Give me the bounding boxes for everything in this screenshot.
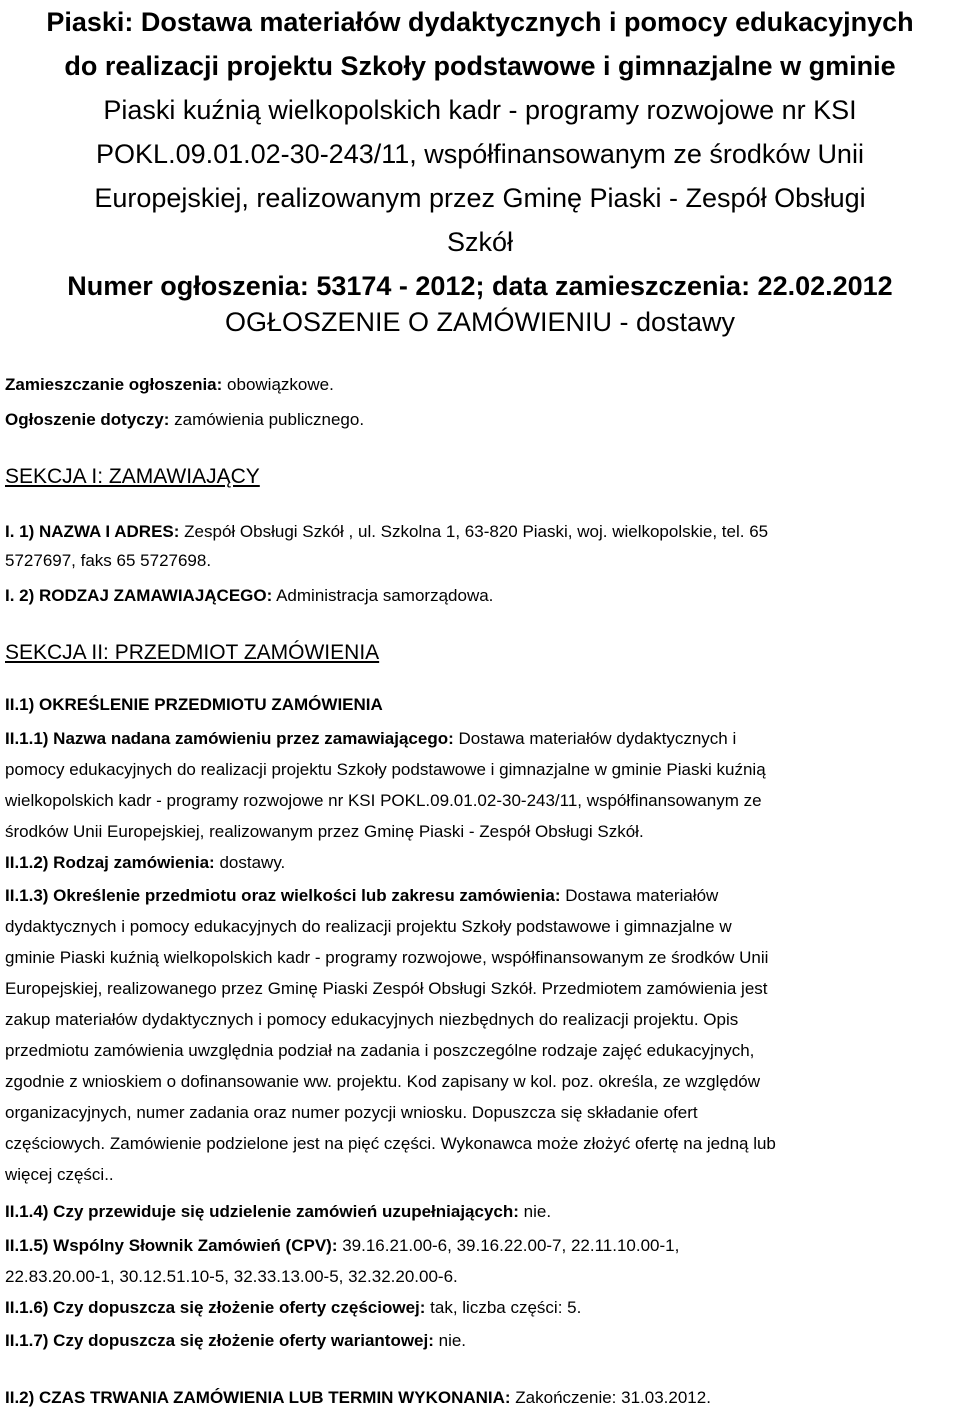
partial-offer <box>5 1293 581 1322</box>
phone-fax-line: 5727697, faks 65 5727698. <box>5 551 212 570</box>
title-line-6: Szkół <box>446 227 514 257</box>
cpv-codes <box>5 1231 679 1260</box>
authority-type-label: I. 2) RODZAJ ZAMAWIAJĄCEGO: <box>5 586 273 605</box>
title-line-2: do realizacji projektu Szkoły podstawowe i gimnazjalne w gminie <box>64 51 896 81</box>
contract-name-value-2: pomocy edukacyjnych do realizacji projektu Szkoły podstawowe i gimnazjalne w gminie Piaski kuźnią <box>5 760 766 779</box>
contract-name-value-3: wielkopolskich kadr - programy rozwojowe nr KSI POKL.09.01.02-30-243/11, współfinansowanym ze <box>5 791 762 810</box>
title-line-3: Piaski kuźnią wielkopolskich kadr - programy rozwojowe nr KSI <box>103 95 857 125</box>
name-address-value: Zespół Obsługi Szkół , ul. Szkolna 1, 63-820 Piaski, woj. wielkopolskie, tel. 65 <box>184 522 769 541</box>
contract-name-label: II.1.1) Nazwa nadana zamówieniu przez zamawiającego: <box>5 729 454 748</box>
contract-scope-value-6: przedmiotu zamówienia uwzględnia podział na zadania i poszczególne rodzaje zajęć edukacyjnych, <box>5 1041 755 1060</box>
supplementary-orders-value: nie. <box>523 1202 552 1221</box>
contract-scope <box>5 881 718 910</box>
section-1-heading: SEKCJA I: ZAMAWIAJĄCY <box>5 465 260 488</box>
contract-name <box>5 724 736 753</box>
authority-type <box>5 581 493 610</box>
contract-scope-value-5: zakup materiałów dydaktycznych i pomocy edukacyjnych niezbędnych do realizacji projektu. Opis <box>5 1010 739 1029</box>
contract-scope-value-4: Europejskiej, realizowanego przez Gminę Piaski Zespół Obsługi Szkół. Przedmiotem zamówienia jest <box>5 979 768 998</box>
concerns-value: zamówienia publicznego. <box>174 410 365 429</box>
contract-duration <box>5 1383 711 1412</box>
supplementary-orders-label: II.1.4) Czy przewiduje się udzielenie zamówień uzupełniających: <box>5 1202 519 1221</box>
document-title <box>0 0 960 308</box>
contract-name-value-4: środków Unii Europejskiej, realizowanym przez Gminę Piaski - Zespół Obsługi Szkół. <box>5 822 644 841</box>
authority-type-value: Administracja samorządowa. <box>276 586 494 605</box>
posting-label: Zamieszczanie ogłoszenia: <box>5 375 223 394</box>
cpv-value-1: 39.16.21.00-6, 39.16.22.00-7, 22.11.10.00-1, <box>342 1236 680 1255</box>
title-line-5: Europejskiej, realizowanym przez Gminę Piaski - Zespół Obsługi <box>94 183 866 213</box>
partial-offer-label: II.1.6) Czy dopuszcza się złożenie oferty częściowej: <box>5 1298 426 1317</box>
contract-scope-label: II.1.3) Określenie przedmiotu oraz wielkości lub zakresu zamówienia: <box>5 886 561 905</box>
notice-number: Numer ogłoszenia: 53174 - 2012; data zamieszczenia: 22.02.2012 <box>67 271 893 301</box>
contract-scope-value-8: organizacyjnych, numer zadania oraz numer pozycji wniosku. Dopuszcza się składanie ofert <box>5 1103 698 1122</box>
section-2-heading: SEKCJA II: PRZEDMIOT ZAMÓWIENIA <box>5 641 380 664</box>
title-line-1: Piaski: Dostawa materiałów dydaktycznych i pomocy edukacyjnych <box>46 7 914 37</box>
contract-duration-value: Zakończenie: 31.03.2012. <box>515 1388 711 1407</box>
title-line-4: POKL.09.01.02-30-243/11, współfinansowanym ze środków Unii <box>96 139 864 169</box>
variant-offer-value: nie. <box>438 1331 467 1350</box>
contract-scope-value-3: gminie Piaski kuźnią wielkopolskich kadr - programy rozwojowe, współfinansowanym ze środków Unii <box>5 948 769 967</box>
posting-value: obowiązkowe. <box>227 375 334 394</box>
contract-name-value-1: Dostawa materiałów dydaktycznych i <box>458 729 737 748</box>
concerns-info <box>5 405 364 434</box>
contract-scope-value-1: Dostawa materiałów <box>565 886 719 905</box>
variant-offer-label: II.1.7) Czy dopuszcza się złożenie oferty wariantowej: <box>5 1331 434 1350</box>
concerns-label: Ogłoszenie dotyczy: <box>5 410 170 429</box>
contract-kind-label: II.1.2) Rodzaj zamówienia: <box>5 853 215 872</box>
partial-offer-value: tak, liczba części: 5. <box>430 1298 582 1317</box>
contract-scope-value-10: więcej części.. <box>5 1165 114 1184</box>
contract-kind <box>5 848 285 877</box>
variant-offer <box>5 1326 466 1355</box>
cpv-label: II.1.5) Wspólny Słownik Zamówień (CPV): <box>5 1236 338 1255</box>
posting-info <box>5 370 334 399</box>
subsection-2-1-heading: II.1) OKREŚLENIE PRZEDMIOTU ZAMÓWIENIA <box>5 695 383 714</box>
contract-scope-value-7: zgodnie z wnioskiem o dofinansowanie ww. projektu. Kod zapisany w kol. poz. określa, ze względów <box>5 1072 761 1091</box>
contracting-authority-address <box>5 517 768 546</box>
cpv-value-2: 22.83.20.00-1, 30.12.51.10-5, 32.33.13.00-5, 32.32.20.00-6. <box>5 1267 458 1286</box>
contract-kind-value: dostawy. <box>219 853 286 872</box>
name-address-label: I. 1) NAZWA I ADRES: <box>5 522 180 541</box>
supplementary-orders <box>5 1197 551 1226</box>
contract-scope-value-9: częściowych. Zamówienie podzielone jest na pięć części. Wykonawca może złożyć ofertę na jedną lub <box>5 1134 776 1153</box>
contract-scope-value-2: dydaktycznych i pomocy edukacyjnych do realizacji projektu Szkoły podstawowe i gimnazjalne w <box>5 917 732 936</box>
contract-duration-label: II.2) CZAS TRWANIA ZAMÓWIENIA LUB TERMIN WYKONANIA: <box>5 1388 511 1407</box>
notice-headline: OGŁOSZENIE O ZAMÓWIENIU - dostawy <box>224 307 736 337</box>
